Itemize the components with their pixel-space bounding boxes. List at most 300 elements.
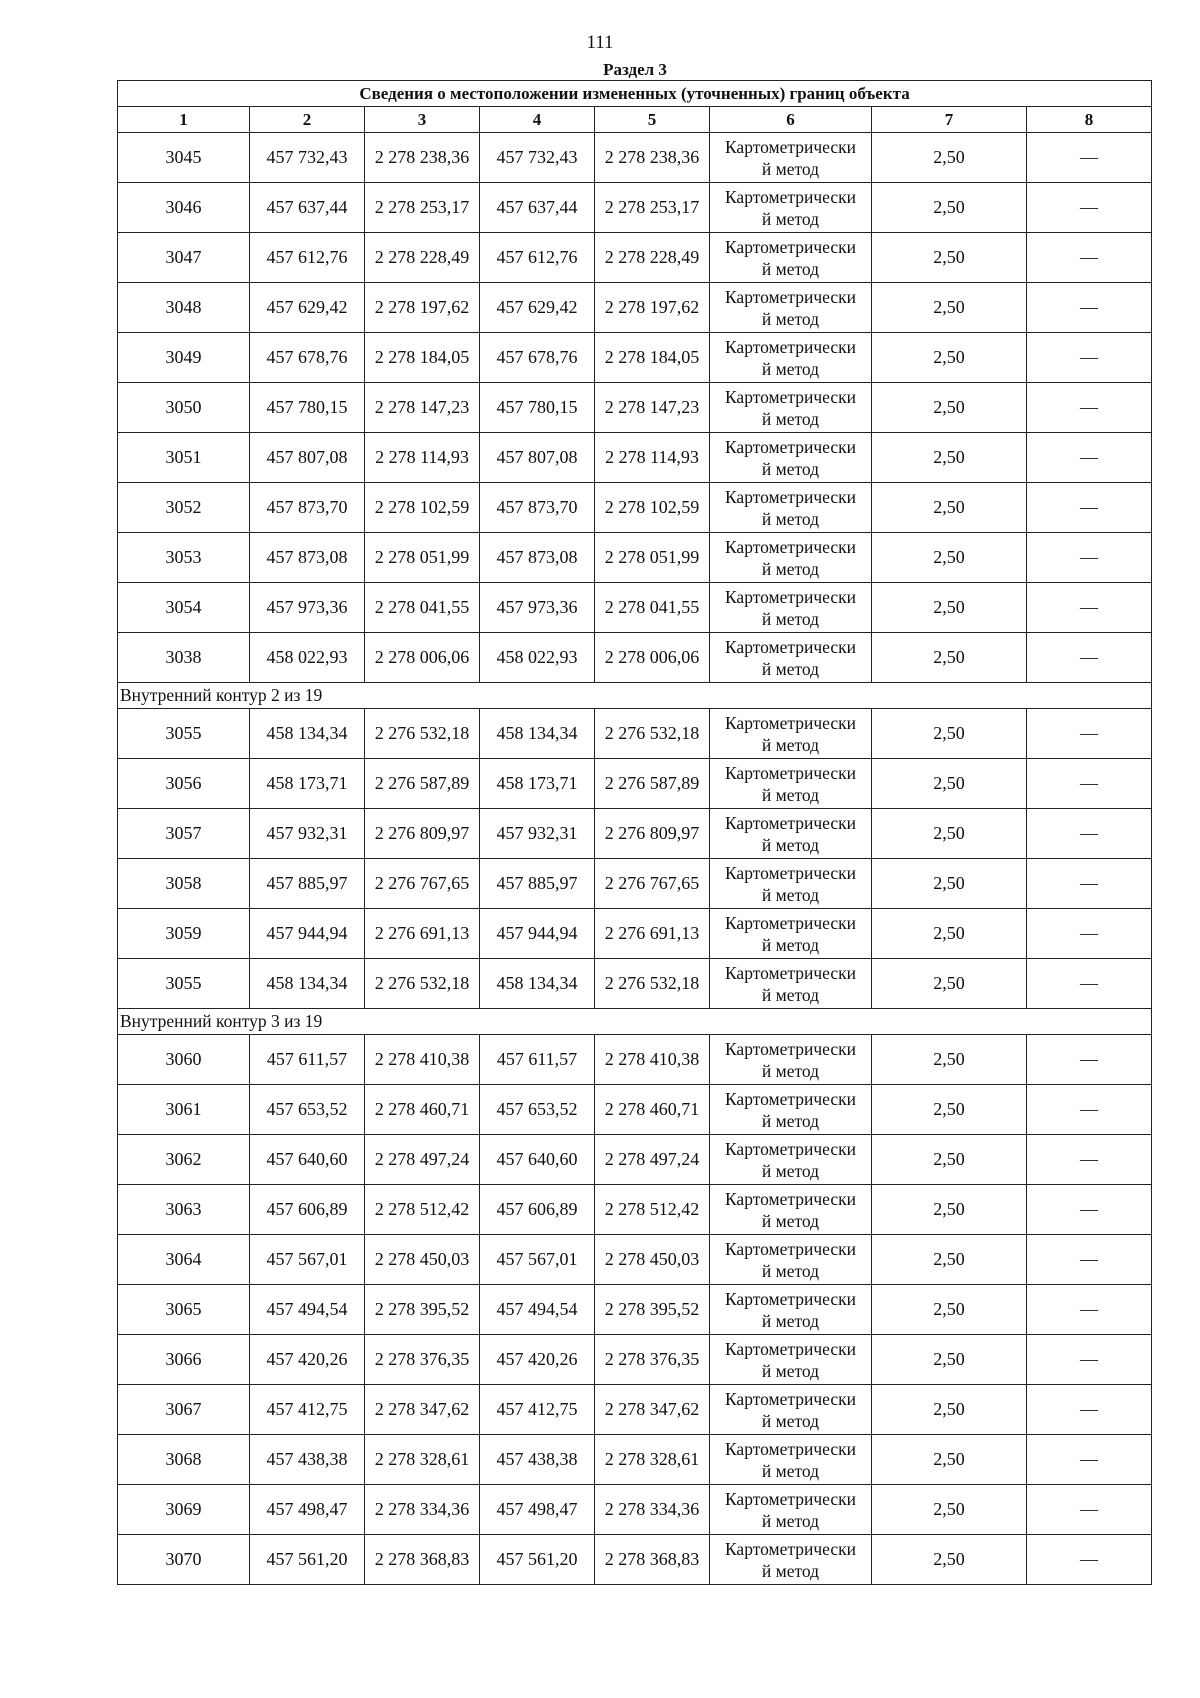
method-cell <box>710 533 872 583</box>
description-cell: — <box>1027 809 1152 859</box>
method-text-line2: й метод <box>761 358 820 379</box>
point-id-cell: 3048 <box>118 283 250 333</box>
x-new-cell: 457 612,76 <box>480 233 595 283</box>
x-new-cell: 457 420,26 <box>480 1335 595 1385</box>
y-new-cell: 2 278 328,61 <box>595 1435 710 1485</box>
x-new-cell: 457 732,43 <box>480 133 595 183</box>
accuracy-cell: 2,50 <box>872 383 1027 433</box>
table-row <box>118 183 1152 233</box>
boundary-table <box>117 80 1152 1585</box>
method-cell <box>710 1535 872 1585</box>
table-row <box>118 709 1152 759</box>
accuracy-cell: 2,50 <box>872 1435 1027 1485</box>
table-row <box>118 1435 1152 1485</box>
point-id-cell: 3064 <box>118 1235 250 1285</box>
accuracy-cell: 2,50 <box>872 433 1027 483</box>
column-number: 1 <box>118 107 250 133</box>
y-existing-cell: 2 278 328,61 <box>365 1435 480 1485</box>
description-cell: — <box>1027 1435 1152 1485</box>
point-id-cell: 3060 <box>118 1035 250 1085</box>
x-existing-cell: 457 494,54 <box>250 1285 365 1335</box>
method-cell <box>710 1485 872 1535</box>
method-cell <box>710 1385 872 1435</box>
method-text-line1: Картометрически <box>724 386 857 407</box>
description-cell: — <box>1027 1235 1152 1285</box>
description-cell: — <box>1027 433 1152 483</box>
point-id-cell: 3038 <box>118 633 250 683</box>
table-row <box>118 1185 1152 1235</box>
method-cell <box>710 483 872 533</box>
accuracy-cell: 2,50 <box>872 233 1027 283</box>
method-text-line2: й метод <box>761 934 820 955</box>
accuracy-cell: 2,50 <box>872 1085 1027 1135</box>
accuracy-cell: 2,50 <box>872 859 1027 909</box>
accuracy-cell: 2,50 <box>872 483 1027 533</box>
method-cell <box>710 1185 872 1235</box>
method-text-line1: Картометрически <box>724 236 857 257</box>
table-row <box>118 809 1152 859</box>
point-id-cell: 3057 <box>118 809 250 859</box>
accuracy-cell: 2,50 <box>872 1385 1027 1435</box>
x-existing-cell: 457 973,36 <box>250 583 365 633</box>
y-new-cell: 2 278 450,03 <box>595 1235 710 1285</box>
method-text-line1: Картометрически <box>724 136 857 157</box>
column-number: 6 <box>710 107 872 133</box>
accuracy-cell: 2,50 <box>872 1235 1027 1285</box>
y-existing-cell: 2 278 368,83 <box>365 1535 480 1585</box>
x-existing-cell: 458 134,34 <box>250 709 365 759</box>
y-new-cell: 2 278 497,24 <box>595 1135 710 1185</box>
method-text-line2: й метод <box>761 458 820 479</box>
accuracy-cell: 2,50 <box>872 1535 1027 1585</box>
x-existing-cell: 457 561,20 <box>250 1535 365 1585</box>
accuracy-cell: 2,50 <box>872 583 1027 633</box>
y-new-cell: 2 278 512,42 <box>595 1185 710 1235</box>
x-existing-cell: 458 134,34 <box>250 959 365 1009</box>
table-row <box>118 1335 1152 1385</box>
y-existing-cell: 2 278 147,23 <box>365 383 480 433</box>
method-text-line2: й метод <box>761 1460 820 1481</box>
point-id-cell: 3052 <box>118 483 250 533</box>
description-cell: — <box>1027 909 1152 959</box>
method-text-line2: й метод <box>761 1260 820 1281</box>
description-cell: — <box>1027 1185 1152 1235</box>
y-new-cell: 2 276 691,13 <box>595 909 710 959</box>
table-row <box>118 1385 1152 1435</box>
method-cell <box>710 633 872 683</box>
accuracy-cell: 2,50 <box>872 533 1027 583</box>
table-row <box>118 483 1152 533</box>
method-text-line1: Картометрически <box>724 1438 857 1459</box>
x-existing-cell: 457 653,52 <box>250 1085 365 1135</box>
table-row <box>118 1135 1152 1185</box>
x-existing-cell: 457 944,94 <box>250 909 365 959</box>
x-new-cell: 457 653,52 <box>480 1085 595 1135</box>
description-cell: — <box>1027 133 1152 183</box>
method-text-line2: й метод <box>761 734 820 755</box>
accuracy-cell: 2,50 <box>872 133 1027 183</box>
point-id-cell: 3046 <box>118 183 250 233</box>
method-text-line2: й метод <box>761 1210 820 1231</box>
x-existing-cell: 457 498,47 <box>250 1485 365 1535</box>
accuracy-cell: 2,50 <box>872 1035 1027 1085</box>
column-number-row <box>118 107 1152 133</box>
description-cell: — <box>1027 233 1152 283</box>
y-new-cell: 2 278 147,23 <box>595 383 710 433</box>
method-text-line1: Картометрически <box>724 1338 857 1359</box>
y-existing-cell: 2 276 691,13 <box>365 909 480 959</box>
method-cell <box>710 909 872 959</box>
table-row <box>118 1035 1152 1085</box>
contour-label: Внутренний контур 2 из 19 <box>118 683 1152 709</box>
x-new-cell: 457 885,97 <box>480 859 595 909</box>
description-cell: — <box>1027 859 1152 909</box>
table-row <box>118 1485 1152 1535</box>
method-text-line2: й метод <box>761 834 820 855</box>
description-cell: — <box>1027 633 1152 683</box>
y-existing-cell: 2 278 347,62 <box>365 1385 480 1435</box>
y-existing-cell: 2 278 041,55 <box>365 583 480 633</box>
description-cell: — <box>1027 1335 1152 1385</box>
method-text-line2: й метод <box>761 1110 820 1131</box>
method-cell <box>710 809 872 859</box>
x-existing-cell: 457 780,15 <box>250 383 365 433</box>
x-existing-cell: 457 678,76 <box>250 333 365 383</box>
method-cell <box>710 383 872 433</box>
accuracy-cell: 2,50 <box>872 1185 1027 1235</box>
method-text-line1: Картометрически <box>724 1038 857 1059</box>
y-existing-cell: 2 278 334,36 <box>365 1485 480 1535</box>
table-row <box>118 533 1152 583</box>
y-existing-cell: 2 278 197,62 <box>365 283 480 333</box>
description-cell: — <box>1027 383 1152 433</box>
y-existing-cell: 2 278 102,59 <box>365 483 480 533</box>
x-new-cell: 458 134,34 <box>480 959 595 1009</box>
table-body <box>118 133 1152 1585</box>
x-new-cell: 457 873,70 <box>480 483 595 533</box>
x-existing-cell: 457 420,26 <box>250 1335 365 1385</box>
method-text-line2: й метод <box>761 308 820 329</box>
method-text-line2: й метод <box>761 1310 820 1331</box>
x-new-cell: 457 637,44 <box>480 183 595 233</box>
y-new-cell: 2 278 410,38 <box>595 1035 710 1085</box>
method-text-line2: й метод <box>761 558 820 579</box>
accuracy-cell: 2,50 <box>872 283 1027 333</box>
method-text-line1: Картометрически <box>724 1138 857 1159</box>
table-row <box>118 959 1152 1009</box>
x-existing-cell: 457 611,57 <box>250 1035 365 1085</box>
x-existing-cell: 457 873,70 <box>250 483 365 533</box>
method-text-line1: Картометрически <box>724 962 857 983</box>
y-existing-cell: 2 276 532,18 <box>365 709 480 759</box>
method-cell <box>710 583 872 633</box>
table-row <box>118 1285 1152 1335</box>
table-row <box>118 233 1152 283</box>
accuracy-cell: 2,50 <box>872 909 1027 959</box>
method-cell <box>710 759 872 809</box>
method-cell <box>710 133 872 183</box>
x-new-cell: 457 438,38 <box>480 1435 595 1485</box>
point-id-cell: 3066 <box>118 1335 250 1385</box>
x-existing-cell: 457 932,31 <box>250 809 365 859</box>
point-id-cell: 3051 <box>118 433 250 483</box>
x-existing-cell: 457 412,75 <box>250 1385 365 1435</box>
x-new-cell: 457 780,15 <box>480 383 595 433</box>
table-row <box>118 633 1152 683</box>
method-cell <box>710 183 872 233</box>
method-text-line1: Картометрически <box>724 1088 857 1109</box>
point-id-cell: 3055 <box>118 709 250 759</box>
point-id-cell: 3069 <box>118 1485 250 1535</box>
point-id-cell: 3061 <box>118 1085 250 1135</box>
method-text-line1: Картометрически <box>724 1288 857 1309</box>
contour-header-row <box>118 683 1152 709</box>
x-new-cell: 458 022,93 <box>480 633 595 683</box>
method-cell <box>710 233 872 283</box>
x-existing-cell: 457 612,76 <box>250 233 365 283</box>
x-new-cell: 457 678,76 <box>480 333 595 383</box>
description-cell: — <box>1027 1135 1152 1185</box>
x-existing-cell: 457 732,43 <box>250 133 365 183</box>
y-existing-cell: 2 278 184,05 <box>365 333 480 383</box>
y-new-cell: 2 276 767,65 <box>595 859 710 909</box>
description-cell: — <box>1027 183 1152 233</box>
method-cell <box>710 859 872 909</box>
method-text-line2: й метод <box>761 158 820 179</box>
column-number: 5 <box>595 107 710 133</box>
method-text-line2: й метод <box>761 658 820 679</box>
method-text-line2: й метод <box>761 258 820 279</box>
method-cell <box>710 959 872 1009</box>
y-new-cell: 2 278 051,99 <box>595 533 710 583</box>
point-id-cell: 3070 <box>118 1535 250 1585</box>
table-row <box>118 859 1152 909</box>
description-cell: — <box>1027 1085 1152 1135</box>
y-new-cell: 2 278 368,83 <box>595 1535 710 1585</box>
accuracy-cell: 2,50 <box>872 959 1027 1009</box>
method-text-line1: Картометрически <box>724 1238 857 1259</box>
y-new-cell: 2 278 102,59 <box>595 483 710 533</box>
description-cell: — <box>1027 759 1152 809</box>
column-number: 3 <box>365 107 480 133</box>
section-title: Раздел 3 <box>603 60 667 79</box>
y-new-cell: 2 276 532,18 <box>595 959 710 1009</box>
column-number: 7 <box>872 107 1027 133</box>
method-text-line1: Картометрически <box>724 1388 857 1409</box>
y-existing-cell: 2 278 450,03 <box>365 1235 480 1285</box>
x-new-cell: 457 567,01 <box>480 1235 595 1285</box>
x-existing-cell: 457 873,08 <box>250 533 365 583</box>
y-new-cell: 2 278 041,55 <box>595 583 710 633</box>
description-cell: — <box>1027 709 1152 759</box>
method-text-line1: Картометрически <box>724 486 857 507</box>
description-cell: — <box>1027 333 1152 383</box>
x-new-cell: 457 611,57 <box>480 1035 595 1085</box>
column-number: 8 <box>1027 107 1152 133</box>
y-existing-cell: 2 278 497,24 <box>365 1135 480 1185</box>
method-text-line1: Картометрически <box>724 286 857 307</box>
x-existing-cell: 457 885,97 <box>250 859 365 909</box>
point-id-cell: 3047 <box>118 233 250 283</box>
x-existing-cell: 457 629,42 <box>250 283 365 333</box>
y-new-cell: 2 278 253,17 <box>595 183 710 233</box>
description-cell: — <box>1027 483 1152 533</box>
accuracy-cell: 2,50 <box>872 1335 1027 1385</box>
x-new-cell: 457 412,75 <box>480 1385 595 1435</box>
method-text-line1: Картометрически <box>724 1188 857 1209</box>
description-cell: — <box>1027 583 1152 633</box>
method-text-line1: Картометрически <box>724 912 857 933</box>
method-cell <box>710 1085 872 1135</box>
y-existing-cell: 2 278 006,06 <box>365 633 480 683</box>
y-new-cell: 2 276 532,18 <box>595 709 710 759</box>
description-cell: — <box>1027 533 1152 583</box>
method-text-line2: й метод <box>761 884 820 905</box>
method-text-line1: Картометрически <box>724 1538 857 1559</box>
table-row <box>118 909 1152 959</box>
description-cell: — <box>1027 1035 1152 1085</box>
point-id-cell: 3050 <box>118 383 250 433</box>
x-new-cell: 457 873,08 <box>480 533 595 583</box>
method-text-line2: й метод <box>761 1560 820 1581</box>
description-cell: — <box>1027 1285 1152 1335</box>
method-text-line1: Картометрически <box>724 536 857 557</box>
x-existing-cell: 457 637,44 <box>250 183 365 233</box>
description-cell: — <box>1027 283 1152 333</box>
table-row <box>118 333 1152 383</box>
x-new-cell: 457 640,60 <box>480 1135 595 1185</box>
x-existing-cell: 458 173,71 <box>250 759 365 809</box>
method-text-line1: Картометрически <box>724 862 857 883</box>
method-text-line1: Картометрически <box>724 586 857 607</box>
accuracy-cell: 2,50 <box>872 1485 1027 1535</box>
y-new-cell: 2 278 460,71 <box>595 1085 710 1135</box>
x-new-cell: 458 134,34 <box>480 709 595 759</box>
table-row <box>118 283 1152 333</box>
point-id-cell: 3058 <box>118 859 250 909</box>
table-row <box>118 383 1152 433</box>
x-existing-cell: 457 438,38 <box>250 1435 365 1485</box>
point-id-cell: 3067 <box>118 1385 250 1435</box>
column-number: 2 <box>250 107 365 133</box>
contour-label: Внутренний контур 3 из 19 <box>118 1009 1152 1035</box>
contour-header-row <box>118 1009 1152 1035</box>
method-text-line2: й метод <box>761 1510 820 1531</box>
accuracy-cell: 2,50 <box>872 183 1027 233</box>
point-id-cell: 3056 <box>118 759 250 809</box>
y-new-cell: 2 278 395,52 <box>595 1285 710 1335</box>
method-text-line2: й метод <box>761 508 820 529</box>
x-new-cell: 457 973,36 <box>480 583 595 633</box>
y-existing-cell: 2 278 114,93 <box>365 433 480 483</box>
y-existing-cell: 2 278 512,42 <box>365 1185 480 1235</box>
y-new-cell: 2 278 114,93 <box>595 433 710 483</box>
y-existing-cell: 2 278 253,17 <box>365 183 480 233</box>
x-new-cell: 457 932,31 <box>480 809 595 859</box>
x-existing-cell: 457 567,01 <box>250 1235 365 1285</box>
table-caption: Сведения о местоположении измененных (уточненных) границ объекта <box>118 81 1152 107</box>
method-cell <box>710 1285 872 1335</box>
method-cell <box>710 1335 872 1385</box>
method-text-line2: й метод <box>761 1160 820 1181</box>
method-cell <box>710 1435 872 1485</box>
y-existing-cell: 2 278 376,35 <box>365 1335 480 1385</box>
x-new-cell: 457 629,42 <box>480 283 595 333</box>
x-existing-cell: 457 807,08 <box>250 433 365 483</box>
method-text-line1: Картометрически <box>724 762 857 783</box>
method-text-line1: Картометрически <box>724 186 857 207</box>
point-id-cell: 3065 <box>118 1285 250 1335</box>
table-row <box>118 759 1152 809</box>
accuracy-cell: 2,50 <box>872 633 1027 683</box>
y-existing-cell: 2 278 051,99 <box>365 533 480 583</box>
point-id-cell: 3049 <box>118 333 250 383</box>
method-cell <box>710 709 872 759</box>
point-id-cell: 3063 <box>118 1185 250 1235</box>
method-text-line2: й метод <box>761 208 820 229</box>
table-row <box>118 1535 1152 1585</box>
y-existing-cell: 2 278 460,71 <box>365 1085 480 1135</box>
point-id-cell: 3068 <box>118 1435 250 1485</box>
x-new-cell: 457 807,08 <box>480 433 595 483</box>
page-number: 111 <box>586 32 614 53</box>
description-cell: — <box>1027 1385 1152 1435</box>
y-existing-cell: 2 276 809,97 <box>365 809 480 859</box>
y-new-cell: 2 278 334,36 <box>595 1485 710 1535</box>
method-cell <box>710 1135 872 1185</box>
method-text-line2: й метод <box>761 784 820 805</box>
y-existing-cell: 2 276 767,65 <box>365 859 480 909</box>
accuracy-cell: 2,50 <box>872 759 1027 809</box>
x-existing-cell: 457 640,60 <box>250 1135 365 1185</box>
y-new-cell: 2 278 347,62 <box>595 1385 710 1435</box>
x-existing-cell: 458 022,93 <box>250 633 365 683</box>
method-text-line1: Картометрически <box>724 336 857 357</box>
y-new-cell: 2 278 376,35 <box>595 1335 710 1385</box>
x-new-cell: 458 173,71 <box>480 759 595 809</box>
point-id-cell: 3059 <box>118 909 250 959</box>
y-new-cell: 2 278 006,06 <box>595 633 710 683</box>
y-new-cell: 2 278 238,36 <box>595 133 710 183</box>
y-existing-cell: 2 276 532,18 <box>365 959 480 1009</box>
method-text-line1: Картометрически <box>724 712 857 733</box>
y-existing-cell: 2 278 228,49 <box>365 233 480 283</box>
y-new-cell: 2 278 197,62 <box>595 283 710 333</box>
method-text-line2: й метод <box>761 1410 820 1431</box>
method-cell <box>710 433 872 483</box>
accuracy-cell: 2,50 <box>872 709 1027 759</box>
x-new-cell: 457 561,20 <box>480 1535 595 1585</box>
table-row <box>118 1085 1152 1135</box>
x-new-cell: 457 494,54 <box>480 1285 595 1335</box>
point-id-cell: 3053 <box>118 533 250 583</box>
description-cell: — <box>1027 959 1152 1009</box>
method-cell <box>710 1235 872 1285</box>
column-number: 4 <box>480 107 595 133</box>
y-new-cell: 2 276 587,89 <box>595 759 710 809</box>
table-row <box>118 133 1152 183</box>
method-text-line1: Картометрически <box>724 636 857 657</box>
method-text-line2: й метод <box>761 1360 820 1381</box>
x-new-cell: 457 606,89 <box>480 1185 595 1235</box>
method-text-line1: Картометрически <box>724 436 857 457</box>
accuracy-cell: 2,50 <box>872 1135 1027 1185</box>
method-text-line2: й метод <box>761 408 820 429</box>
y-existing-cell: 2 278 238,36 <box>365 133 480 183</box>
method-cell <box>710 333 872 383</box>
point-id-cell: 3055 <box>118 959 250 1009</box>
y-new-cell: 2 278 184,05 <box>595 333 710 383</box>
